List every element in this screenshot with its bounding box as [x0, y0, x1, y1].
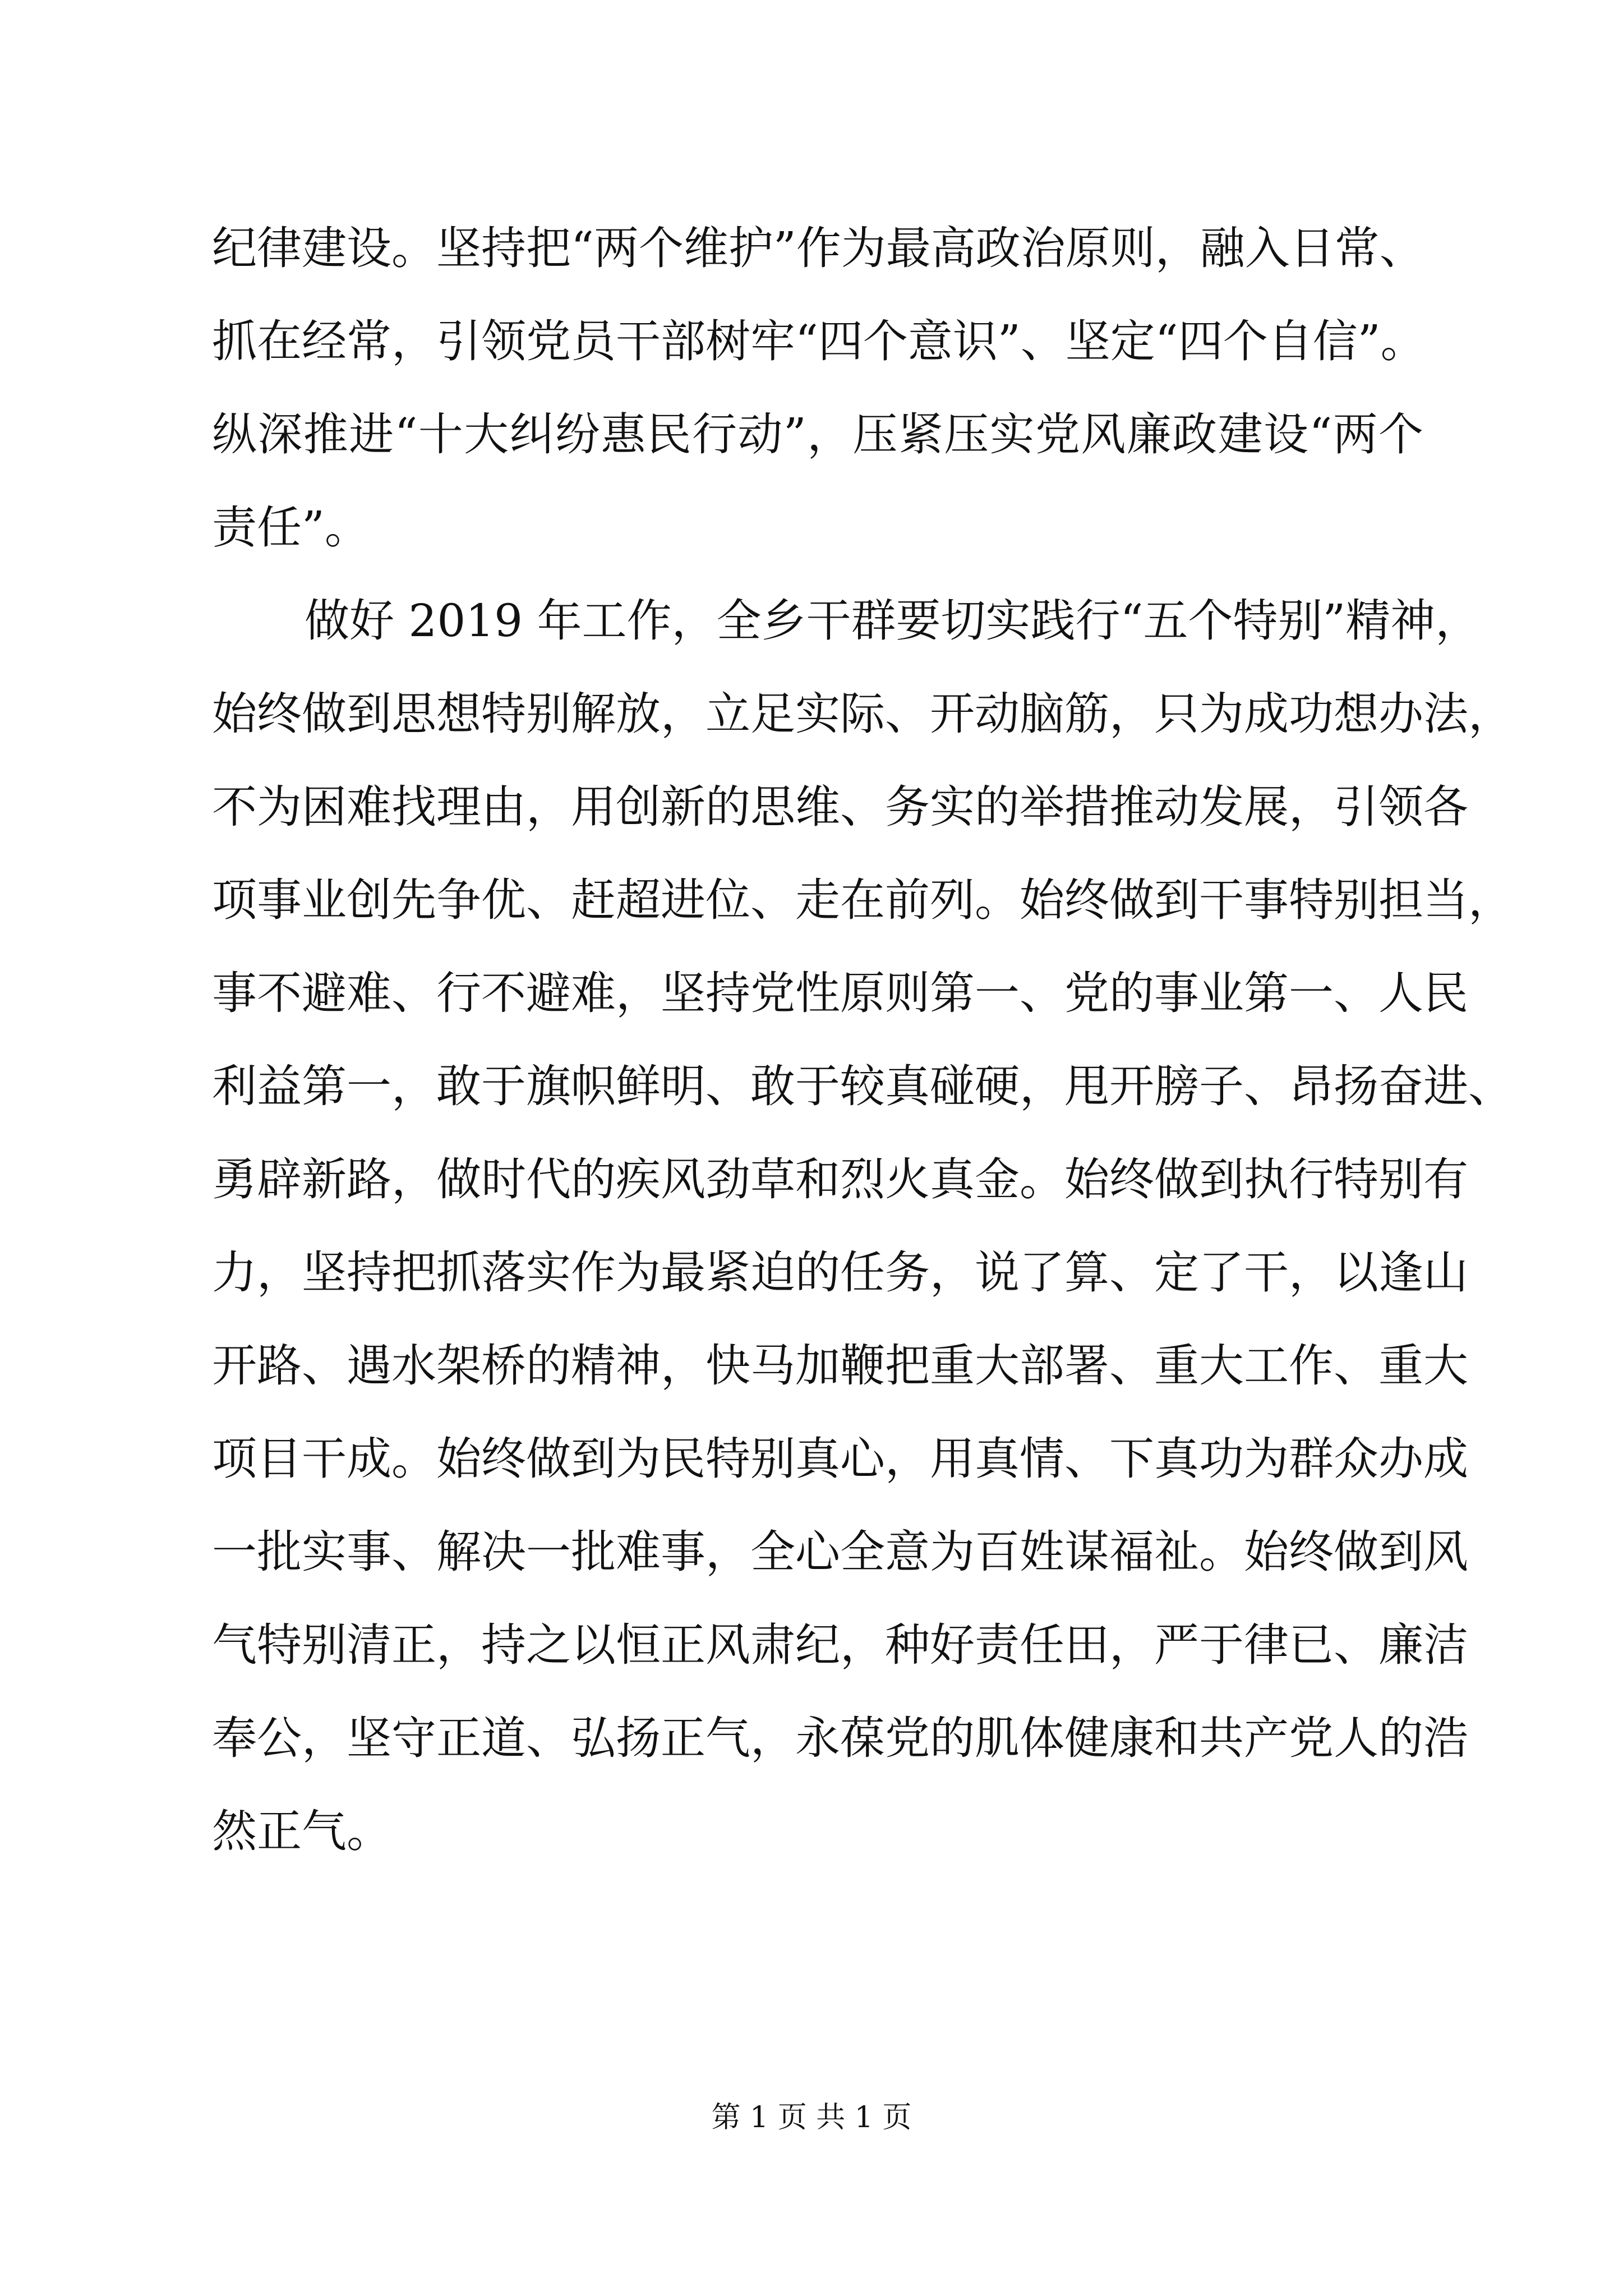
paragraph-2: [212, 574, 1513, 1878]
text-line: 不为困难找理由，用创新的思维、务实的举措推动发展，引领各: [212, 781, 1468, 833]
text-line: 力，坚持把抓落实作为最紧迫的任务，说了算、定了干，以逢山: [212, 1246, 1468, 1299]
text-line: 事不避难、行不避难，坚持党性原则第一、党的事业第一、人民: [212, 967, 1468, 1019]
text-line: 项目干成。始终做到为民特别真心，用真情、下真功为群众办成: [212, 1433, 1468, 1485]
text-line: 纪律建设。坚持把“两个维护”作为最高政治原则，融入日常、: [212, 222, 1424, 274]
text-line: 利益第一，敢于旗帜鲜明、敢于较真碰硬，甩开膀子、昂扬奋进、: [212, 1060, 1513, 1112]
text-line: 抓在经常，引领党员干部树牢“四个意识”、坚定“四个自信”。: [212, 315, 1426, 367]
text-line: 勇辟新路，做时代的疾风劲草和烈火真金。始终做到执行特别有: [212, 1153, 1468, 1205]
text-line: 开路、遇水架桥的精神，快马加鞭把重大部署、重大工作、重大: [212, 1340, 1468, 1392]
text-line: 责任”。: [212, 501, 370, 554]
text-line: 气特别清正，持之以恒正风肃纪，种好责任田，严于律已、廉洁: [212, 1619, 1468, 1671]
text-line: 项事业创先争优、赶超进位、走在前列。始终做到干事特别担当，: [212, 874, 1513, 926]
text-line: 做好 2019 年工作，全乡干群要切实践行“五个特别”精神，: [305, 595, 1481, 647]
document-body: [212, 202, 1513, 1878]
text-line: 始终做到思想特别解放，立足实际、开动脑筋，只为成功想办法，: [212, 688, 1513, 740]
page-number-footer: 第 1 页 共 1 页: [711, 2101, 912, 2134]
text-line: 纵深推进“十大纠纷惠民行动”，压紧压实党风廉政建设“两个: [212, 408, 1423, 461]
paragraph-1: [212, 202, 1426, 574]
text-line: 奉公，坚守正道、弘扬正气，永葆党的肌体健康和共产党人的浩: [212, 1712, 1468, 1764]
text-line: 然正气。: [212, 1805, 391, 1857]
text-line: 一批实事、解决一批难事，全心全意为百姓谋福祉。始终做到风: [212, 1526, 1468, 1578]
